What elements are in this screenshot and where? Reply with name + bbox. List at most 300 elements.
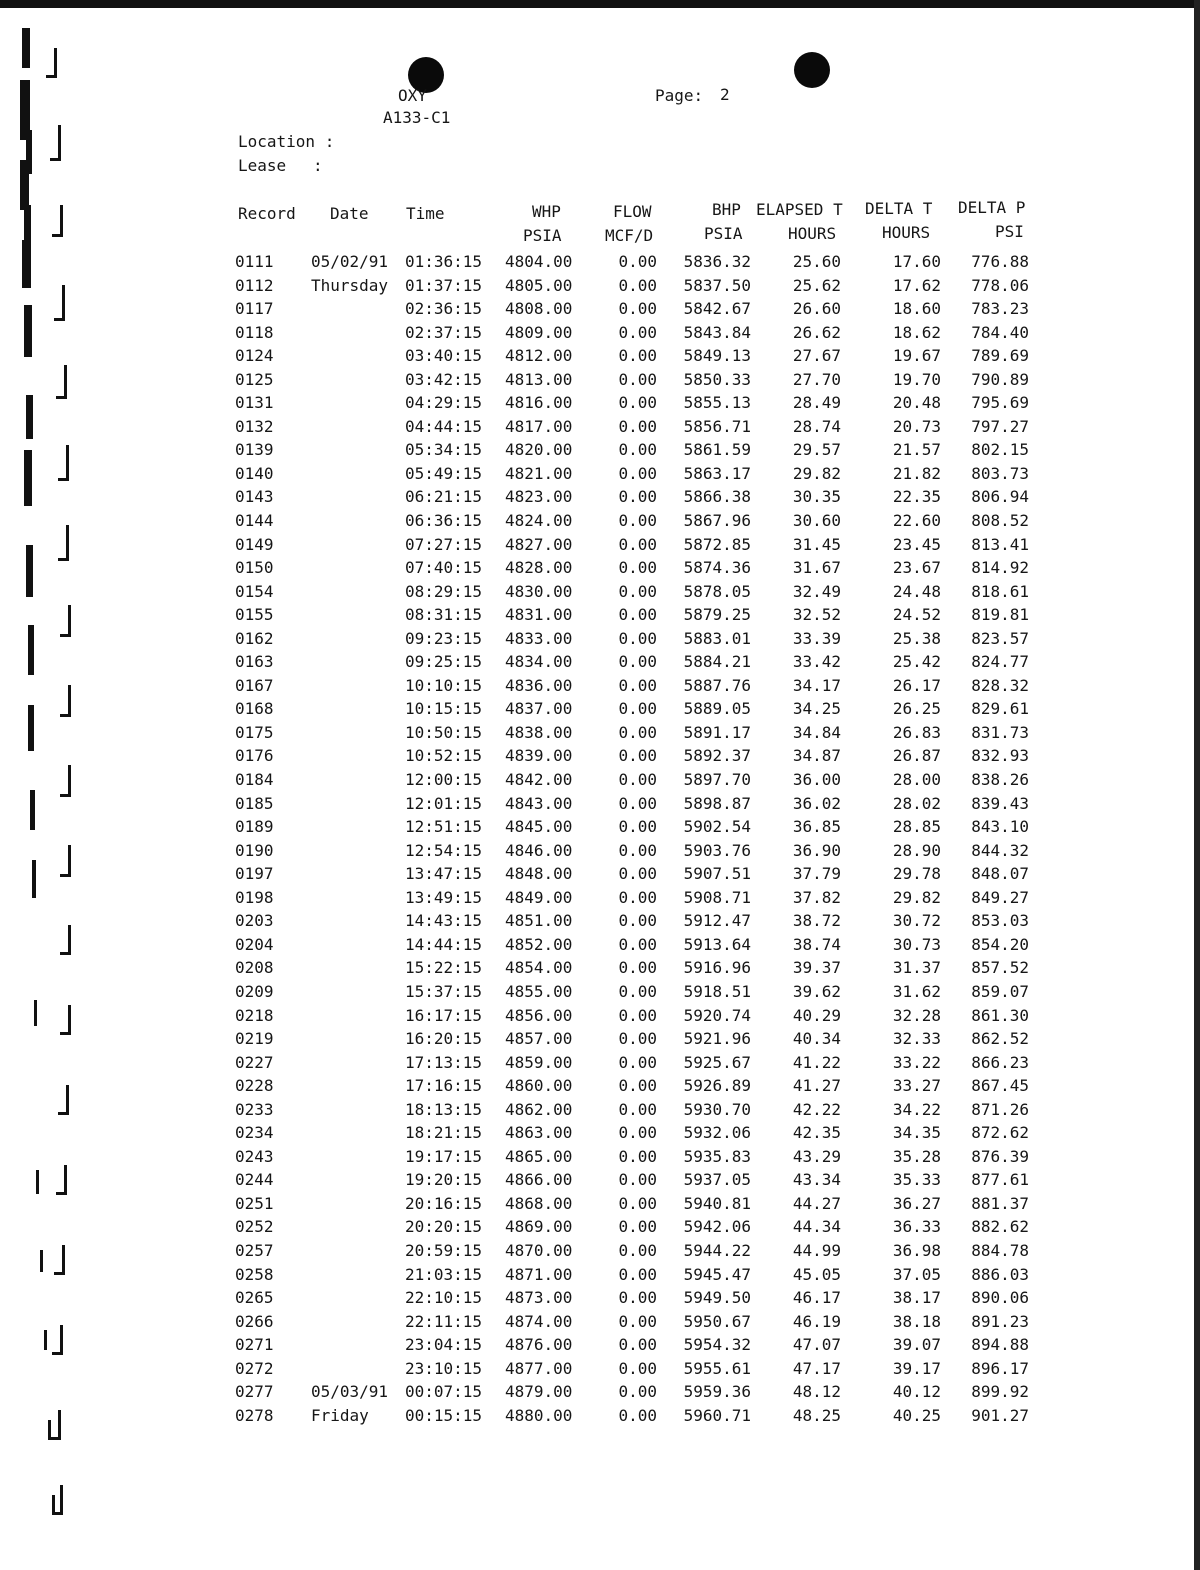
record-cell: 0272 bbox=[235, 1358, 274, 1378]
bhp-cell: 5889.05 bbox=[683, 699, 751, 719]
time-cell: 05:34:15 bbox=[405, 440, 483, 460]
delta-t-cell: 23.67 bbox=[892, 558, 941, 578]
binding-bar bbox=[24, 305, 32, 357]
elapsed-cell: 41.27 bbox=[792, 1076, 841, 1096]
binding-bracket-foot bbox=[60, 634, 71, 637]
delta-p-cell: 871.26 bbox=[971, 1099, 1029, 1119]
bhp-cell: 5932.06 bbox=[683, 1123, 751, 1143]
binding-bracket bbox=[68, 605, 71, 637]
table-row bbox=[229, 1053, 1049, 1077]
whp-cell: 4876.00 bbox=[505, 1335, 573, 1355]
whp-cell: 4879.00 bbox=[505, 1382, 573, 1402]
elapsed-cell: 46.17 bbox=[792, 1288, 841, 1308]
binding-bracket-foot bbox=[52, 1512, 63, 1515]
delta-t-cell: 21.82 bbox=[892, 463, 941, 483]
bhp-cell: 5954.32 bbox=[683, 1335, 751, 1355]
delta-p-cell: 832.93 bbox=[971, 746, 1029, 766]
whp-cell: 4854.00 bbox=[505, 958, 573, 978]
bhp-cell: 5850.33 bbox=[683, 369, 751, 389]
whp-cell: 4874.00 bbox=[505, 1311, 573, 1331]
binding-bar bbox=[44, 1330, 47, 1350]
delta-p-cell: 901.27 bbox=[971, 1405, 1029, 1425]
elapsed-cell: 29.57 bbox=[792, 440, 841, 460]
record-cell: 0271 bbox=[235, 1335, 274, 1355]
bhp-cell: 5878.05 bbox=[683, 581, 751, 601]
binding-bar bbox=[24, 450, 32, 506]
elapsed-cell: 36.00 bbox=[792, 770, 841, 790]
header-bhp-unit: PSIA bbox=[704, 224, 743, 243]
whp-cell: 4863.00 bbox=[505, 1123, 573, 1143]
delta-t-cell: 18.60 bbox=[892, 299, 941, 319]
table-row bbox=[229, 982, 1049, 1006]
binding-bracket-foot bbox=[58, 478, 69, 481]
header-bhp: BHP bbox=[712, 200, 741, 219]
binding-bracket bbox=[68, 845, 71, 877]
time-cell: 15:22:15 bbox=[405, 958, 483, 978]
record-cell: 0190 bbox=[235, 840, 274, 860]
elapsed-cell: 48.12 bbox=[792, 1382, 841, 1402]
binding-bar bbox=[26, 545, 33, 597]
time-cell: 09:25:15 bbox=[405, 652, 483, 672]
delta-p-cell: 790.89 bbox=[971, 369, 1029, 389]
table-row bbox=[229, 1076, 1049, 1100]
record-cell: 0209 bbox=[235, 981, 274, 1001]
bhp-cell: 5921.96 bbox=[683, 1029, 751, 1049]
delta-p-cell: 859.07 bbox=[971, 981, 1029, 1001]
table-row bbox=[229, 276, 1049, 300]
delta-t-cell: 34.35 bbox=[892, 1123, 941, 1143]
whp-cell: 4857.00 bbox=[505, 1029, 573, 1049]
flow-cell: 0.00 bbox=[618, 887, 657, 907]
binding-bracket-foot bbox=[56, 1192, 67, 1195]
whp-cell: 4834.00 bbox=[505, 652, 573, 672]
delta-t-cell: 28.90 bbox=[892, 840, 941, 860]
time-cell: 14:43:15 bbox=[405, 911, 483, 931]
whp-cell: 4843.00 bbox=[505, 793, 573, 813]
elapsed-cell: 47.07 bbox=[792, 1335, 841, 1355]
record-cell: 0125 bbox=[235, 369, 274, 389]
delta-p-cell: 848.07 bbox=[971, 864, 1029, 884]
record-cell: 0203 bbox=[235, 911, 274, 931]
binding-bar bbox=[20, 160, 29, 210]
binding-bracket bbox=[60, 205, 63, 237]
flow-cell: 0.00 bbox=[618, 1146, 657, 1166]
bhp-cell: 5884.21 bbox=[683, 652, 751, 672]
bhp-cell: 5843.84 bbox=[683, 322, 751, 342]
table-row bbox=[229, 817, 1049, 841]
whp-cell: 4860.00 bbox=[505, 1076, 573, 1096]
elapsed-cell: 34.25 bbox=[792, 699, 841, 719]
well-id: A133-C1 bbox=[383, 108, 451, 127]
flow-cell: 0.00 bbox=[618, 275, 657, 295]
delta-p-cell: 866.23 bbox=[971, 1052, 1029, 1072]
table-row bbox=[229, 1335, 1049, 1359]
flow-cell: 0.00 bbox=[618, 1076, 657, 1096]
bhp-cell: 5949.50 bbox=[683, 1288, 751, 1308]
whp-cell: 4808.00 bbox=[505, 299, 573, 319]
delta-p-cell: 795.69 bbox=[971, 393, 1029, 413]
binding-bracket-foot bbox=[60, 714, 71, 717]
delta-p-cell: 862.52 bbox=[971, 1029, 1029, 1049]
delta-t-cell: 38.17 bbox=[892, 1288, 941, 1308]
table-row bbox=[229, 770, 1049, 794]
flow-cell: 0.00 bbox=[618, 252, 657, 271]
bhp-cell: 5874.36 bbox=[683, 558, 751, 578]
delta-t-cell: 30.72 bbox=[892, 911, 941, 931]
flow-cell: 0.00 bbox=[618, 958, 657, 978]
record-cell: 0175 bbox=[235, 722, 274, 742]
delta-p-cell: 776.88 bbox=[971, 252, 1029, 271]
whp-cell: 4880.00 bbox=[505, 1405, 573, 1425]
time-cell: 12:51:15 bbox=[405, 817, 483, 837]
flow-cell: 0.00 bbox=[618, 1217, 657, 1237]
delta-p-cell: 802.15 bbox=[971, 440, 1029, 460]
delta-t-cell: 36.27 bbox=[892, 1193, 941, 1213]
record-cell: 0266 bbox=[235, 1311, 274, 1331]
time-cell: 08:29:15 bbox=[405, 581, 483, 601]
time-cell: 01:36:15 bbox=[405, 252, 483, 271]
binding-bracket bbox=[66, 1085, 69, 1115]
table-row bbox=[229, 252, 1049, 276]
binding-bracket-foot bbox=[52, 234, 63, 237]
record-cell: 0124 bbox=[235, 346, 274, 366]
binding-bracket bbox=[66, 445, 69, 481]
delta-p-cell: 831.73 bbox=[971, 722, 1029, 742]
header-delta-p: DELTA P bbox=[958, 198, 1026, 217]
whp-cell: 4845.00 bbox=[505, 817, 573, 837]
whp-cell: 4871.00 bbox=[505, 1264, 573, 1284]
binding-bracket-foot bbox=[60, 794, 71, 797]
punch-hole-right bbox=[794, 52, 830, 88]
record-cell: 0257 bbox=[235, 1240, 274, 1260]
elapsed-cell: 48.25 bbox=[792, 1405, 841, 1425]
whp-cell: 4873.00 bbox=[505, 1288, 573, 1308]
delta-p-cell: 784.40 bbox=[971, 322, 1029, 342]
record-cell: 0168 bbox=[235, 699, 274, 719]
bhp-cell: 5891.17 bbox=[683, 722, 751, 742]
binding-bracket bbox=[68, 685, 71, 717]
bhp-cell: 5842.67 bbox=[683, 299, 751, 319]
binding-bracket bbox=[64, 365, 67, 399]
bhp-cell: 5950.67 bbox=[683, 1311, 751, 1331]
time-cell: 19:20:15 bbox=[405, 1170, 483, 1190]
time-cell: 21:03:15 bbox=[405, 1264, 483, 1284]
delta-p-cell: 813.41 bbox=[971, 534, 1029, 554]
whp-cell: 4870.00 bbox=[505, 1240, 573, 1260]
record-cell: 0149 bbox=[235, 534, 274, 554]
flow-cell: 0.00 bbox=[618, 1264, 657, 1284]
lease-colon: : bbox=[313, 156, 323, 175]
record-cell: 0204 bbox=[235, 934, 274, 954]
delta-t-cell: 30.73 bbox=[892, 934, 941, 954]
time-cell: 19:17:15 bbox=[405, 1146, 483, 1166]
table-row bbox=[229, 935, 1049, 959]
record-cell: 0218 bbox=[235, 1005, 274, 1025]
header-elapsed: ELAPSED T bbox=[756, 200, 843, 219]
bhp-cell: 5937.05 bbox=[683, 1170, 751, 1190]
delta-t-cell: 20.73 bbox=[892, 416, 941, 436]
table-row bbox=[229, 1312, 1049, 1336]
table-row bbox=[229, 1194, 1049, 1218]
record-cell: 0234 bbox=[235, 1123, 274, 1143]
record-cell: 0150 bbox=[235, 558, 274, 578]
time-cell: 22:11:15 bbox=[405, 1311, 483, 1331]
delta-p-cell: 806.94 bbox=[971, 487, 1029, 507]
flow-cell: 0.00 bbox=[618, 1405, 657, 1425]
flow-cell: 0.00 bbox=[618, 1029, 657, 1049]
bhp-cell: 5955.61 bbox=[683, 1358, 751, 1378]
table-row bbox=[229, 888, 1049, 912]
delta-t-cell: 33.22 bbox=[892, 1052, 941, 1072]
flow-cell: 0.00 bbox=[618, 1311, 657, 1331]
binding-bracket-foot bbox=[60, 952, 71, 955]
delta-p-cell: 824.77 bbox=[971, 652, 1029, 672]
whp-cell: 4838.00 bbox=[505, 722, 573, 742]
binding-bracket-foot bbox=[54, 1272, 65, 1275]
delta-p-cell: 838.26 bbox=[971, 770, 1029, 790]
time-cell: 12:54:15 bbox=[405, 840, 483, 860]
flow-cell: 0.00 bbox=[618, 511, 657, 531]
bhp-cell: 5908.71 bbox=[683, 887, 751, 907]
whp-cell: 4831.00 bbox=[505, 605, 573, 625]
bhp-cell: 5866.38 bbox=[683, 487, 751, 507]
table-row bbox=[229, 1382, 1049, 1406]
whp-cell: 4824.00 bbox=[505, 511, 573, 531]
record-cell: 0139 bbox=[235, 440, 274, 460]
delta-p-cell: 853.03 bbox=[971, 911, 1029, 931]
delta-t-cell: 40.12 bbox=[892, 1382, 941, 1402]
record-cell: 0185 bbox=[235, 793, 274, 813]
record-cell: 0265 bbox=[235, 1288, 274, 1308]
table-row bbox=[229, 370, 1049, 394]
delta-t-cell: 19.67 bbox=[892, 346, 941, 366]
flow-cell: 0.00 bbox=[618, 1358, 657, 1378]
delta-p-cell: 789.69 bbox=[971, 346, 1029, 366]
elapsed-cell: 40.34 bbox=[792, 1029, 841, 1049]
flow-cell: 0.00 bbox=[618, 1170, 657, 1190]
flow-cell: 0.00 bbox=[618, 487, 657, 507]
delta-t-cell: 31.62 bbox=[892, 981, 941, 1001]
bhp-cell: 5849.13 bbox=[683, 346, 751, 366]
binding-bar bbox=[28, 705, 34, 751]
elapsed-cell: 37.82 bbox=[792, 887, 841, 907]
binding-bracket-foot bbox=[50, 158, 61, 161]
whp-cell: 4846.00 bbox=[505, 840, 573, 860]
time-cell: 17:13:15 bbox=[405, 1052, 483, 1072]
elapsed-cell: 34.17 bbox=[792, 675, 841, 695]
time-cell: 07:40:15 bbox=[405, 558, 483, 578]
elapsed-cell: 29.82 bbox=[792, 463, 841, 483]
bhp-cell: 5918.51 bbox=[683, 981, 751, 1001]
time-cell: 02:36:15 bbox=[405, 299, 483, 319]
binding-bracket bbox=[68, 765, 71, 797]
bhp-cell: 5903.76 bbox=[683, 840, 751, 860]
delta-p-cell: 861.30 bbox=[971, 1005, 1029, 1025]
delta-t-cell: 36.33 bbox=[892, 1217, 941, 1237]
table-row bbox=[229, 1217, 1049, 1241]
whp-cell: 4809.00 bbox=[505, 322, 573, 342]
record-cell: 0154 bbox=[235, 581, 274, 601]
table-row bbox=[229, 652, 1049, 676]
time-cell: 17:16:15 bbox=[405, 1076, 483, 1096]
record-cell: 0252 bbox=[235, 1217, 274, 1237]
flow-cell: 0.00 bbox=[618, 699, 657, 719]
bhp-cell: 5863.17 bbox=[683, 463, 751, 483]
delta-p-cell: 899.92 bbox=[971, 1382, 1029, 1402]
delta-p-cell: 823.57 bbox=[971, 628, 1029, 648]
table-row bbox=[229, 1100, 1049, 1124]
record-cell: 0184 bbox=[235, 770, 274, 790]
whp-cell: 4816.00 bbox=[505, 393, 573, 413]
delta-p-cell: 819.81 bbox=[971, 605, 1029, 625]
binding-bracket-foot bbox=[60, 1032, 71, 1035]
record-cell: 0228 bbox=[235, 1076, 274, 1096]
delta-p-cell: 818.61 bbox=[971, 581, 1029, 601]
whp-cell: 4817.00 bbox=[505, 416, 573, 436]
record-cell: 0278 bbox=[235, 1405, 274, 1425]
delta-t-cell: 33.27 bbox=[892, 1076, 941, 1096]
time-cell: 02:37:15 bbox=[405, 322, 483, 342]
time-cell: 16:20:15 bbox=[405, 1029, 483, 1049]
delta-t-cell: 32.28 bbox=[892, 1005, 941, 1025]
table-row bbox=[229, 1359, 1049, 1383]
delta-t-cell: 28.85 bbox=[892, 817, 941, 837]
delta-p-cell: 778.06 bbox=[971, 275, 1029, 295]
elapsed-cell: 40.29 bbox=[792, 1005, 841, 1025]
binding-bracket-foot bbox=[60, 874, 71, 877]
delta-p-cell: 829.61 bbox=[971, 699, 1029, 719]
elapsed-cell: 36.85 bbox=[792, 817, 841, 837]
header-delta-t: DELTA T bbox=[865, 199, 933, 218]
time-cell: 23:04:15 bbox=[405, 1335, 483, 1355]
time-cell: 03:40:15 bbox=[405, 346, 483, 366]
delta-t-cell: 28.00 bbox=[892, 770, 941, 790]
elapsed-cell: 26.60 bbox=[792, 299, 841, 319]
binding-bar bbox=[34, 1000, 37, 1026]
elapsed-cell: 46.19 bbox=[792, 1311, 841, 1331]
time-cell: 14:44:15 bbox=[405, 934, 483, 954]
time-cell: 07:27:15 bbox=[405, 534, 483, 554]
elapsed-cell: 39.37 bbox=[792, 958, 841, 978]
whp-cell: 4877.00 bbox=[505, 1358, 573, 1378]
binding-bracket-foot bbox=[58, 1112, 69, 1115]
table-row bbox=[229, 535, 1049, 559]
binding-bar bbox=[22, 240, 31, 288]
record-cell: 0244 bbox=[235, 1170, 274, 1190]
scan-right-edge bbox=[1194, 0, 1200, 1570]
binding-bracket bbox=[60, 1485, 63, 1515]
record-cell: 0144 bbox=[235, 511, 274, 531]
time-cell: 04:44:15 bbox=[405, 416, 483, 436]
table-row bbox=[229, 1006, 1049, 1030]
elapsed-cell: 36.90 bbox=[792, 840, 841, 860]
binding-bracket bbox=[58, 1410, 61, 1440]
bhp-cell: 5944.22 bbox=[683, 1240, 751, 1260]
record-cell: 0132 bbox=[235, 416, 274, 436]
flow-cell: 0.00 bbox=[618, 1382, 657, 1402]
record-cell: 0131 bbox=[235, 393, 274, 413]
elapsed-cell: 32.49 bbox=[792, 581, 841, 601]
record-cell: 0251 bbox=[235, 1193, 274, 1213]
date-cell: Friday bbox=[311, 1405, 369, 1425]
delta-p-cell: 872.62 bbox=[971, 1123, 1029, 1143]
binding-bracket bbox=[62, 1245, 65, 1275]
time-cell: 08:31:15 bbox=[405, 605, 483, 625]
table-row bbox=[229, 511, 1049, 535]
delta-p-cell: 839.43 bbox=[971, 793, 1029, 813]
whp-cell: 4865.00 bbox=[505, 1146, 573, 1166]
delta-p-cell: 783.23 bbox=[971, 299, 1029, 319]
table-row bbox=[229, 1241, 1049, 1265]
whp-cell: 4866.00 bbox=[505, 1170, 573, 1190]
binding-bar bbox=[30, 790, 35, 830]
binding-bar bbox=[22, 28, 30, 68]
table-row bbox=[229, 911, 1049, 935]
header-whp-unit: PSIA bbox=[523, 226, 562, 245]
elapsed-cell: 31.67 bbox=[792, 558, 841, 578]
table-row bbox=[229, 605, 1049, 629]
bhp-cell: 5916.96 bbox=[683, 958, 751, 978]
delta-t-cell: 25.42 bbox=[892, 652, 941, 672]
whp-cell: 4833.00 bbox=[505, 628, 573, 648]
whp-cell: 4830.00 bbox=[505, 581, 573, 601]
bhp-cell: 5867.96 bbox=[683, 511, 751, 531]
binding-bar bbox=[28, 625, 34, 675]
flow-cell: 0.00 bbox=[618, 605, 657, 625]
header-delta-p-unit: PSI bbox=[995, 222, 1024, 241]
flow-cell: 0.00 bbox=[618, 393, 657, 413]
flow-cell: 0.00 bbox=[618, 558, 657, 578]
whp-cell: 4862.00 bbox=[505, 1099, 573, 1119]
delta-t-cell: 29.82 bbox=[892, 887, 941, 907]
time-cell: 20:59:15 bbox=[405, 1240, 483, 1260]
table-row bbox=[229, 417, 1049, 441]
table-row bbox=[229, 1170, 1049, 1194]
binding-bracket bbox=[60, 1325, 63, 1355]
time-cell: 09:23:15 bbox=[405, 628, 483, 648]
delta-p-cell: 894.88 bbox=[971, 1335, 1029, 1355]
elapsed-cell: 39.62 bbox=[792, 981, 841, 1001]
elapsed-cell: 28.74 bbox=[792, 416, 841, 436]
elapsed-cell: 45.05 bbox=[792, 1264, 841, 1284]
header-elapsed-unit: HOURS bbox=[788, 224, 837, 243]
record-cell: 0219 bbox=[235, 1029, 274, 1049]
delta-p-cell: 867.45 bbox=[971, 1076, 1029, 1096]
record-cell: 0233 bbox=[235, 1099, 274, 1119]
whp-cell: 4855.00 bbox=[505, 981, 573, 1001]
header-delta-t-unit: HOURS bbox=[882, 223, 931, 242]
delta-t-cell: 24.52 bbox=[892, 605, 941, 625]
bhp-cell: 5920.74 bbox=[683, 1005, 751, 1025]
elapsed-cell: 47.17 bbox=[792, 1358, 841, 1378]
time-cell: 04:29:15 bbox=[405, 393, 483, 413]
record-cell: 0208 bbox=[235, 958, 274, 978]
whp-cell: 4821.00 bbox=[505, 463, 573, 483]
elapsed-cell: 27.67 bbox=[792, 346, 841, 366]
whp-cell: 4859.00 bbox=[505, 1052, 573, 1072]
whp-cell: 4869.00 bbox=[505, 1217, 573, 1237]
header-record: Record bbox=[238, 204, 296, 223]
delta-t-cell: 26.83 bbox=[892, 722, 941, 742]
flow-cell: 0.00 bbox=[618, 911, 657, 931]
elapsed-cell: 31.45 bbox=[792, 534, 841, 554]
record-cell: 0155 bbox=[235, 605, 274, 625]
scan-top-border bbox=[0, 0, 1200, 8]
record-cell: 0111 bbox=[235, 252, 274, 271]
table-row bbox=[229, 323, 1049, 347]
binding-bracket bbox=[62, 285, 65, 321]
delta-p-cell: 890.06 bbox=[971, 1288, 1029, 1308]
